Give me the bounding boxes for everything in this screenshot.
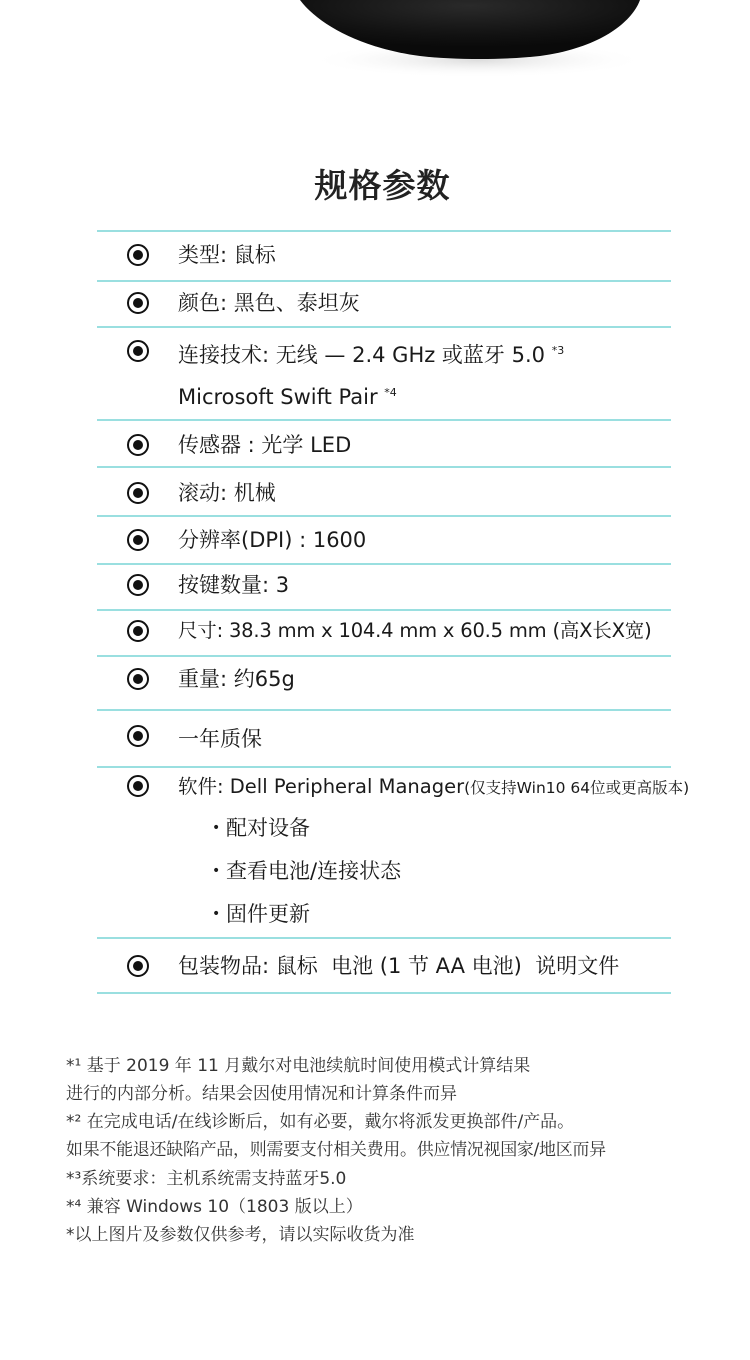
spec-buttons: 按键数量: 3 xyxy=(178,573,290,597)
footnote-ref: *4 xyxy=(384,386,397,399)
divider xyxy=(97,326,671,328)
bullet-icon xyxy=(127,244,149,266)
divider xyxy=(97,766,671,768)
footnote: *以上图片及参数仅供参考，请以实际收货为准 xyxy=(66,1225,415,1245)
spec-connectivity-text: 连接技术: 无线 — 2.4 GHz 或蓝牙 5.0 xyxy=(178,343,546,367)
divider xyxy=(97,709,671,711)
divider xyxy=(97,515,671,517)
feature-pair-devices: 配对设备 xyxy=(226,816,310,840)
footnote: *¹ 基于 2019 年 11 月戴尔对电池续航时间使用模式计算结果 xyxy=(66,1056,531,1076)
spec-scroll: 滚动: 机械 xyxy=(178,481,276,505)
bullet-icon xyxy=(127,775,149,797)
list-item: • 查看电池/连接状态 xyxy=(212,859,402,883)
spec-swift-pair-text: Microsoft Swift Pair xyxy=(178,385,378,409)
feature-battery-status: 查看电池/连接状态 xyxy=(226,859,402,883)
mouse-product-image xyxy=(0,0,750,120)
spec-software-text: 软件: Dell Peripheral Manager xyxy=(178,775,465,798)
spec-color: 颜色: 黑色、泰坦灰 xyxy=(178,291,360,315)
footnote: *³系统要求：主机系统需支持蓝牙5.0 xyxy=(66,1169,347,1189)
spec-connectivity xyxy=(178,336,564,370)
bullet-icon xyxy=(127,292,149,314)
bullet-icon xyxy=(127,668,149,690)
list-item: • 固件更新 xyxy=(212,902,310,926)
spec-software-note: (仅支持Win10 64位或更高版本) xyxy=(464,779,690,797)
divider xyxy=(97,992,671,994)
bullet-icon xyxy=(127,529,149,551)
spec-package: 包装物品: 鼠标 电池 (1 节 AA 电池) 说明文件 xyxy=(178,954,620,978)
spec-warranty: 一年质保 xyxy=(178,727,262,751)
feature-firmware-update: 固件更新 xyxy=(226,902,310,926)
footnote: 进行的内部分析。结果会因使用情况和计算条件而异 xyxy=(66,1084,457,1104)
spec-type: 类型: 鼠标 xyxy=(178,243,276,267)
divider xyxy=(97,466,671,468)
footnote-ref: *3 xyxy=(551,344,565,357)
divider xyxy=(97,230,671,232)
bullet-icon xyxy=(127,340,149,362)
spec-weight: 重量: 约65g xyxy=(178,667,295,691)
spec-dimensions: 尺寸: 38.3 mm x 104.4 mm x 60.5 mm (高X长X宽) xyxy=(178,619,652,642)
bullet-icon xyxy=(127,955,149,977)
spec-dpi: 分辨率(DPI) : 1600 xyxy=(178,528,367,552)
bullet-icon xyxy=(127,434,149,456)
list-item: • 配对设备 xyxy=(212,816,310,840)
spec-sensor: 传感器 : 光学 LED xyxy=(178,433,352,457)
bullet-icon xyxy=(127,725,149,747)
divider xyxy=(97,655,671,657)
divider xyxy=(97,419,671,421)
page-title: 规格参数 xyxy=(314,166,451,205)
divider xyxy=(97,609,671,611)
divider xyxy=(97,280,671,282)
bullet-icon xyxy=(127,574,149,596)
bullet-icon xyxy=(127,482,149,504)
spec-swift-pair xyxy=(178,378,397,412)
footnote: 如果不能退还缺陷产品，则需要支付相关费用。供应情况视国家/地区而异 xyxy=(66,1140,606,1160)
footnote: *⁴ 兼容 Windows 10（1803 版以上） xyxy=(66,1197,363,1217)
divider xyxy=(97,937,671,939)
bullet-icon xyxy=(127,620,149,642)
spec-software xyxy=(178,772,689,803)
footnote: *² 在完成电话/在线诊断后，如有必要，戴尔将派发更换部件/产品。 xyxy=(66,1112,575,1132)
divider xyxy=(97,563,671,565)
